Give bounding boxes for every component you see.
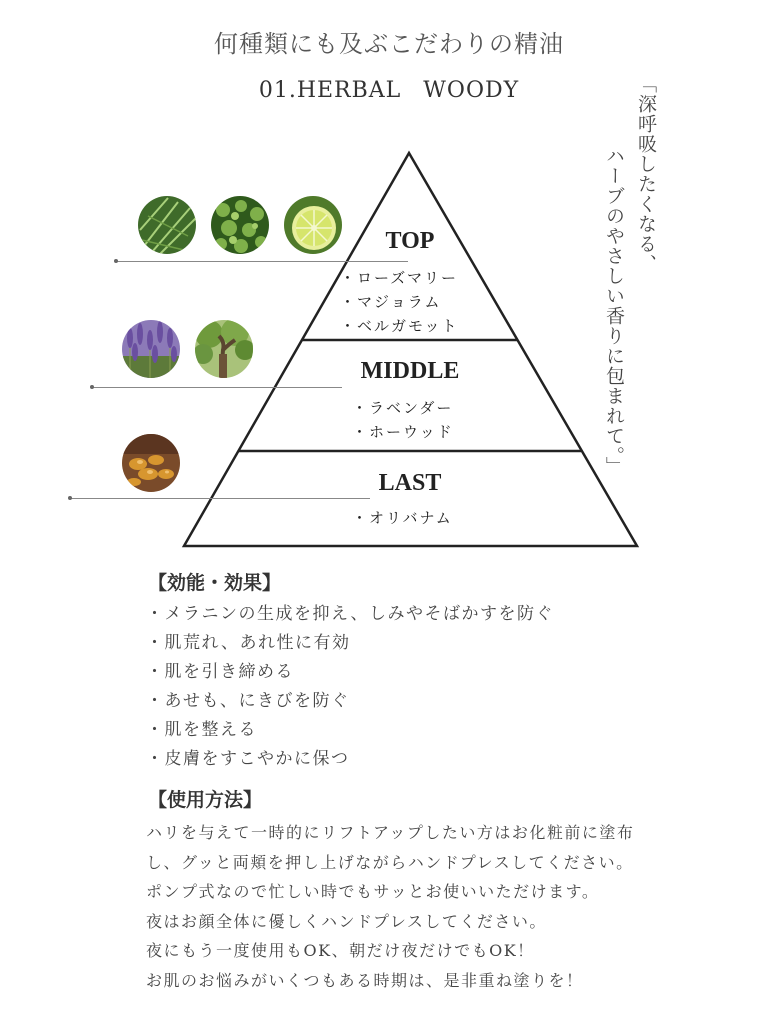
tier-last-label: LAST	[378, 470, 442, 496]
tier-middle-item: ・ホーウッド	[352, 423, 454, 441]
usage-line: 夜はお顔全体に優しくハンドプレスしてください。	[146, 911, 547, 931]
hoowood-tree-photo	[195, 320, 253, 378]
effects-heading: 【効能・効果】	[148, 572, 282, 594]
tier-last-items	[352, 506, 453, 530]
page-title: 何種類にも及ぶこだわりの精油	[214, 30, 564, 58]
tagline-line-2: ハーブのやさしい香りに包まれて。」	[603, 146, 625, 477]
usage-line: ハリを与えて一時的にリフトアップしたい方はお化粧前に塗布	[146, 823, 635, 842]
tagline-line-1: 「深呼吸したくなる、	[635, 74, 657, 274]
tier-middle-item: ・ラベンダー	[352, 399, 454, 417]
effects-item: ・メラニンの生成を抑え、しみやそばかすを防ぐ	[146, 604, 555, 624]
subtitle-woody: WOODY	[423, 78, 520, 103]
effects-item: ・あせも、にきびを防ぐ	[146, 691, 350, 711]
usage-line: お肌のお悩みがいくつもある時期は、是非重ね塗りを！	[146, 970, 584, 990]
tier-last-item: ・オリバナム	[352, 509, 453, 527]
tier-top-item: ・ローズマリー	[340, 269, 458, 287]
usage-line: 夜にもう一度使用もOK、朝だけ夜だけでもOK！	[146, 941, 535, 960]
olibanum-resin-photo	[122, 434, 180, 492]
effects-item: ・肌を引き締める	[146, 662, 294, 682]
lavender-photo	[122, 320, 180, 378]
tier-top-item: ・ベルガモット	[340, 317, 459, 335]
marjoram-photo	[211, 196, 269, 254]
leader-line-middle	[92, 387, 342, 388]
tier-middle-items	[352, 396, 454, 444]
tier-top-item: ・マジョラム	[340, 293, 442, 311]
usage-line: し、グッと両頬を押し上げながらハンドプレスしてください。	[146, 852, 634, 872]
bergamot-photo	[284, 196, 342, 254]
effects-list	[146, 600, 554, 774]
tier-top-items	[340, 266, 459, 338]
usage-text	[146, 818, 634, 995]
leader-line-top	[116, 261, 408, 262]
effects-item: ・肌荒れ、あれ性に有効	[146, 633, 351, 653]
rosemary-photo	[138, 196, 196, 254]
effects-item: ・皮膚をすこやかに保つ	[146, 749, 350, 769]
subtitle-herbal: 01.HERBAL	[258, 78, 402, 103]
tier-top-label: TOP	[385, 228, 435, 254]
usage-line: ポンプ式なので忙しい時でもサッとお使いいただけます。	[146, 882, 600, 901]
tier-middle-label: MIDDLE	[360, 358, 460, 384]
usage-heading: 【使用方法】	[148, 789, 263, 811]
effects-item: ・肌を整える	[146, 720, 257, 740]
leader-line-last	[70, 498, 370, 499]
